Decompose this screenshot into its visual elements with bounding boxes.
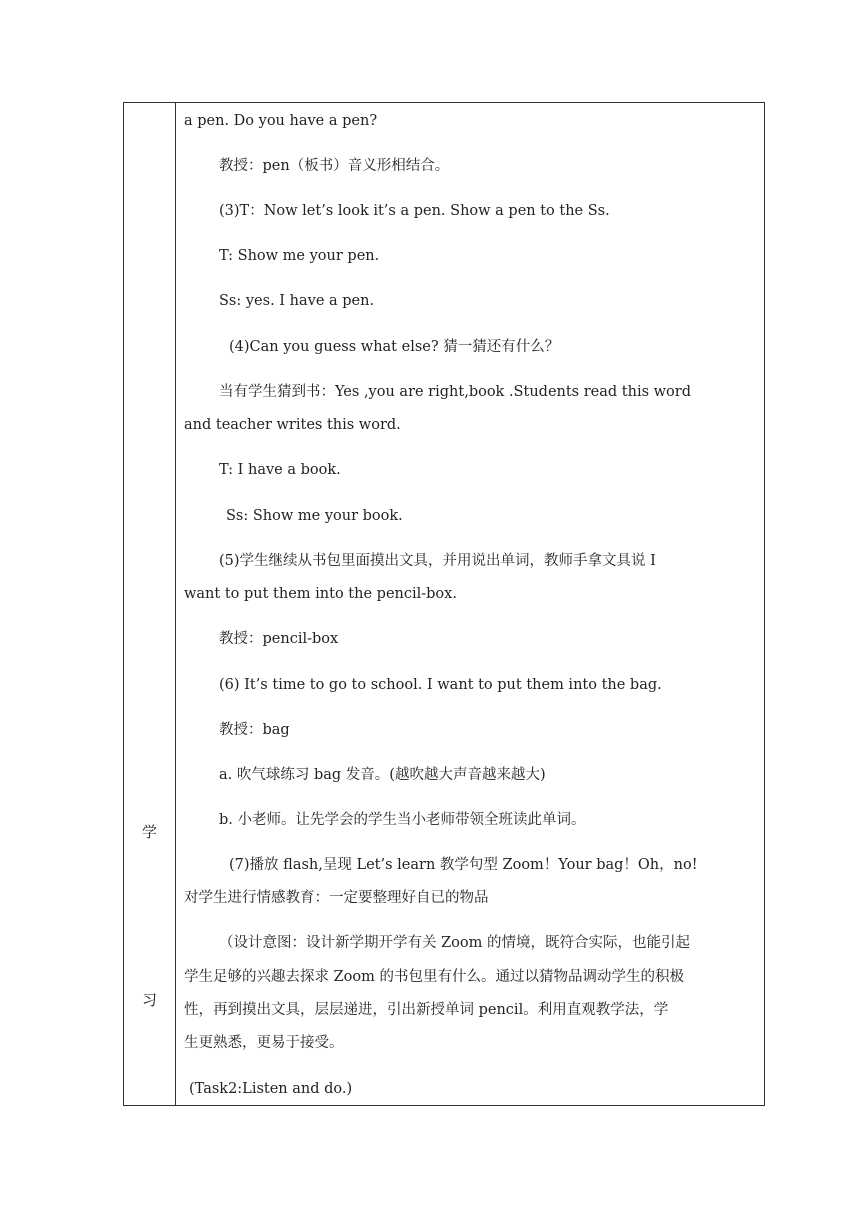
text-line: and teacher writes this word. xyxy=(184,417,401,433)
text-line: 当有学生猜到书：Yes ,you are right,book .Students read this word xyxy=(219,384,691,400)
text-line: 学生足够的兴趣去探求 Zoom 的书包里有什么。通过以猜物品调动学生的积极 xyxy=(184,969,684,985)
section-label-char-1: 学 xyxy=(141,823,157,841)
section-label-char-2: 习 xyxy=(141,991,157,1009)
text-line: want to put them into the pencil-box. xyxy=(184,586,457,602)
text-line: (3)T：Now let’s look it’s a pen. Show a pen to the Ss. xyxy=(219,203,610,219)
text-line: 教授：pen（板书）音义形相结合。 xyxy=(219,158,450,174)
text-line: 性，再到摸出文具，层层递进，引出新授单词 pencil。利用直观教学法，学 xyxy=(184,1002,669,1018)
text-line: (6) It’s time to go to school. I want to put them into the bag. xyxy=(219,677,662,693)
text-line: (5)学生继续从书包里面摸出文具，并用说出单词，教师手拿文具说 I xyxy=(219,553,656,569)
text-line: 教授：bag xyxy=(219,722,290,738)
text-line: T: Show me your pen. xyxy=(219,248,380,264)
text-line: 教授：pencil-box xyxy=(219,631,339,647)
text-line: a pen. Do you have a pen? xyxy=(184,113,378,129)
text-line: 对学生进行情感教育：一定要整理好自已的物品 xyxy=(184,890,489,906)
lesson-plan-table xyxy=(123,102,765,1106)
text-line: a. 吹气球练习 bag 发音。(越吹越大声音越来越大) xyxy=(219,767,546,783)
text-line: Ss: Show me your book. xyxy=(226,508,403,524)
text-line: 生更熟悉，更易于接受。 xyxy=(184,1035,344,1051)
text-line: （设计意图：设计新学期开学有关 Zoom 的情境，既符合实际，也能引起 xyxy=(219,935,690,951)
text-line: T: I have a book. xyxy=(219,462,341,478)
text-line: (4)Can you guess what else? 猜一猜还有什么？ xyxy=(229,339,560,355)
lesson-content-cell xyxy=(176,103,764,1105)
text-line: (7)播放 flash,呈现 Let’s learn 教学句型 Zoom！Your bag！Oh，no! xyxy=(229,857,698,873)
text-line: b. 小老师。让先学会的学生当小老师带领全班读此单词。 xyxy=(219,812,586,828)
section-label-column xyxy=(124,103,176,1105)
text-line: Ss: yes. I have a pen. xyxy=(219,293,375,309)
text-line: (Task2:Listen and do.) xyxy=(189,1081,353,1097)
